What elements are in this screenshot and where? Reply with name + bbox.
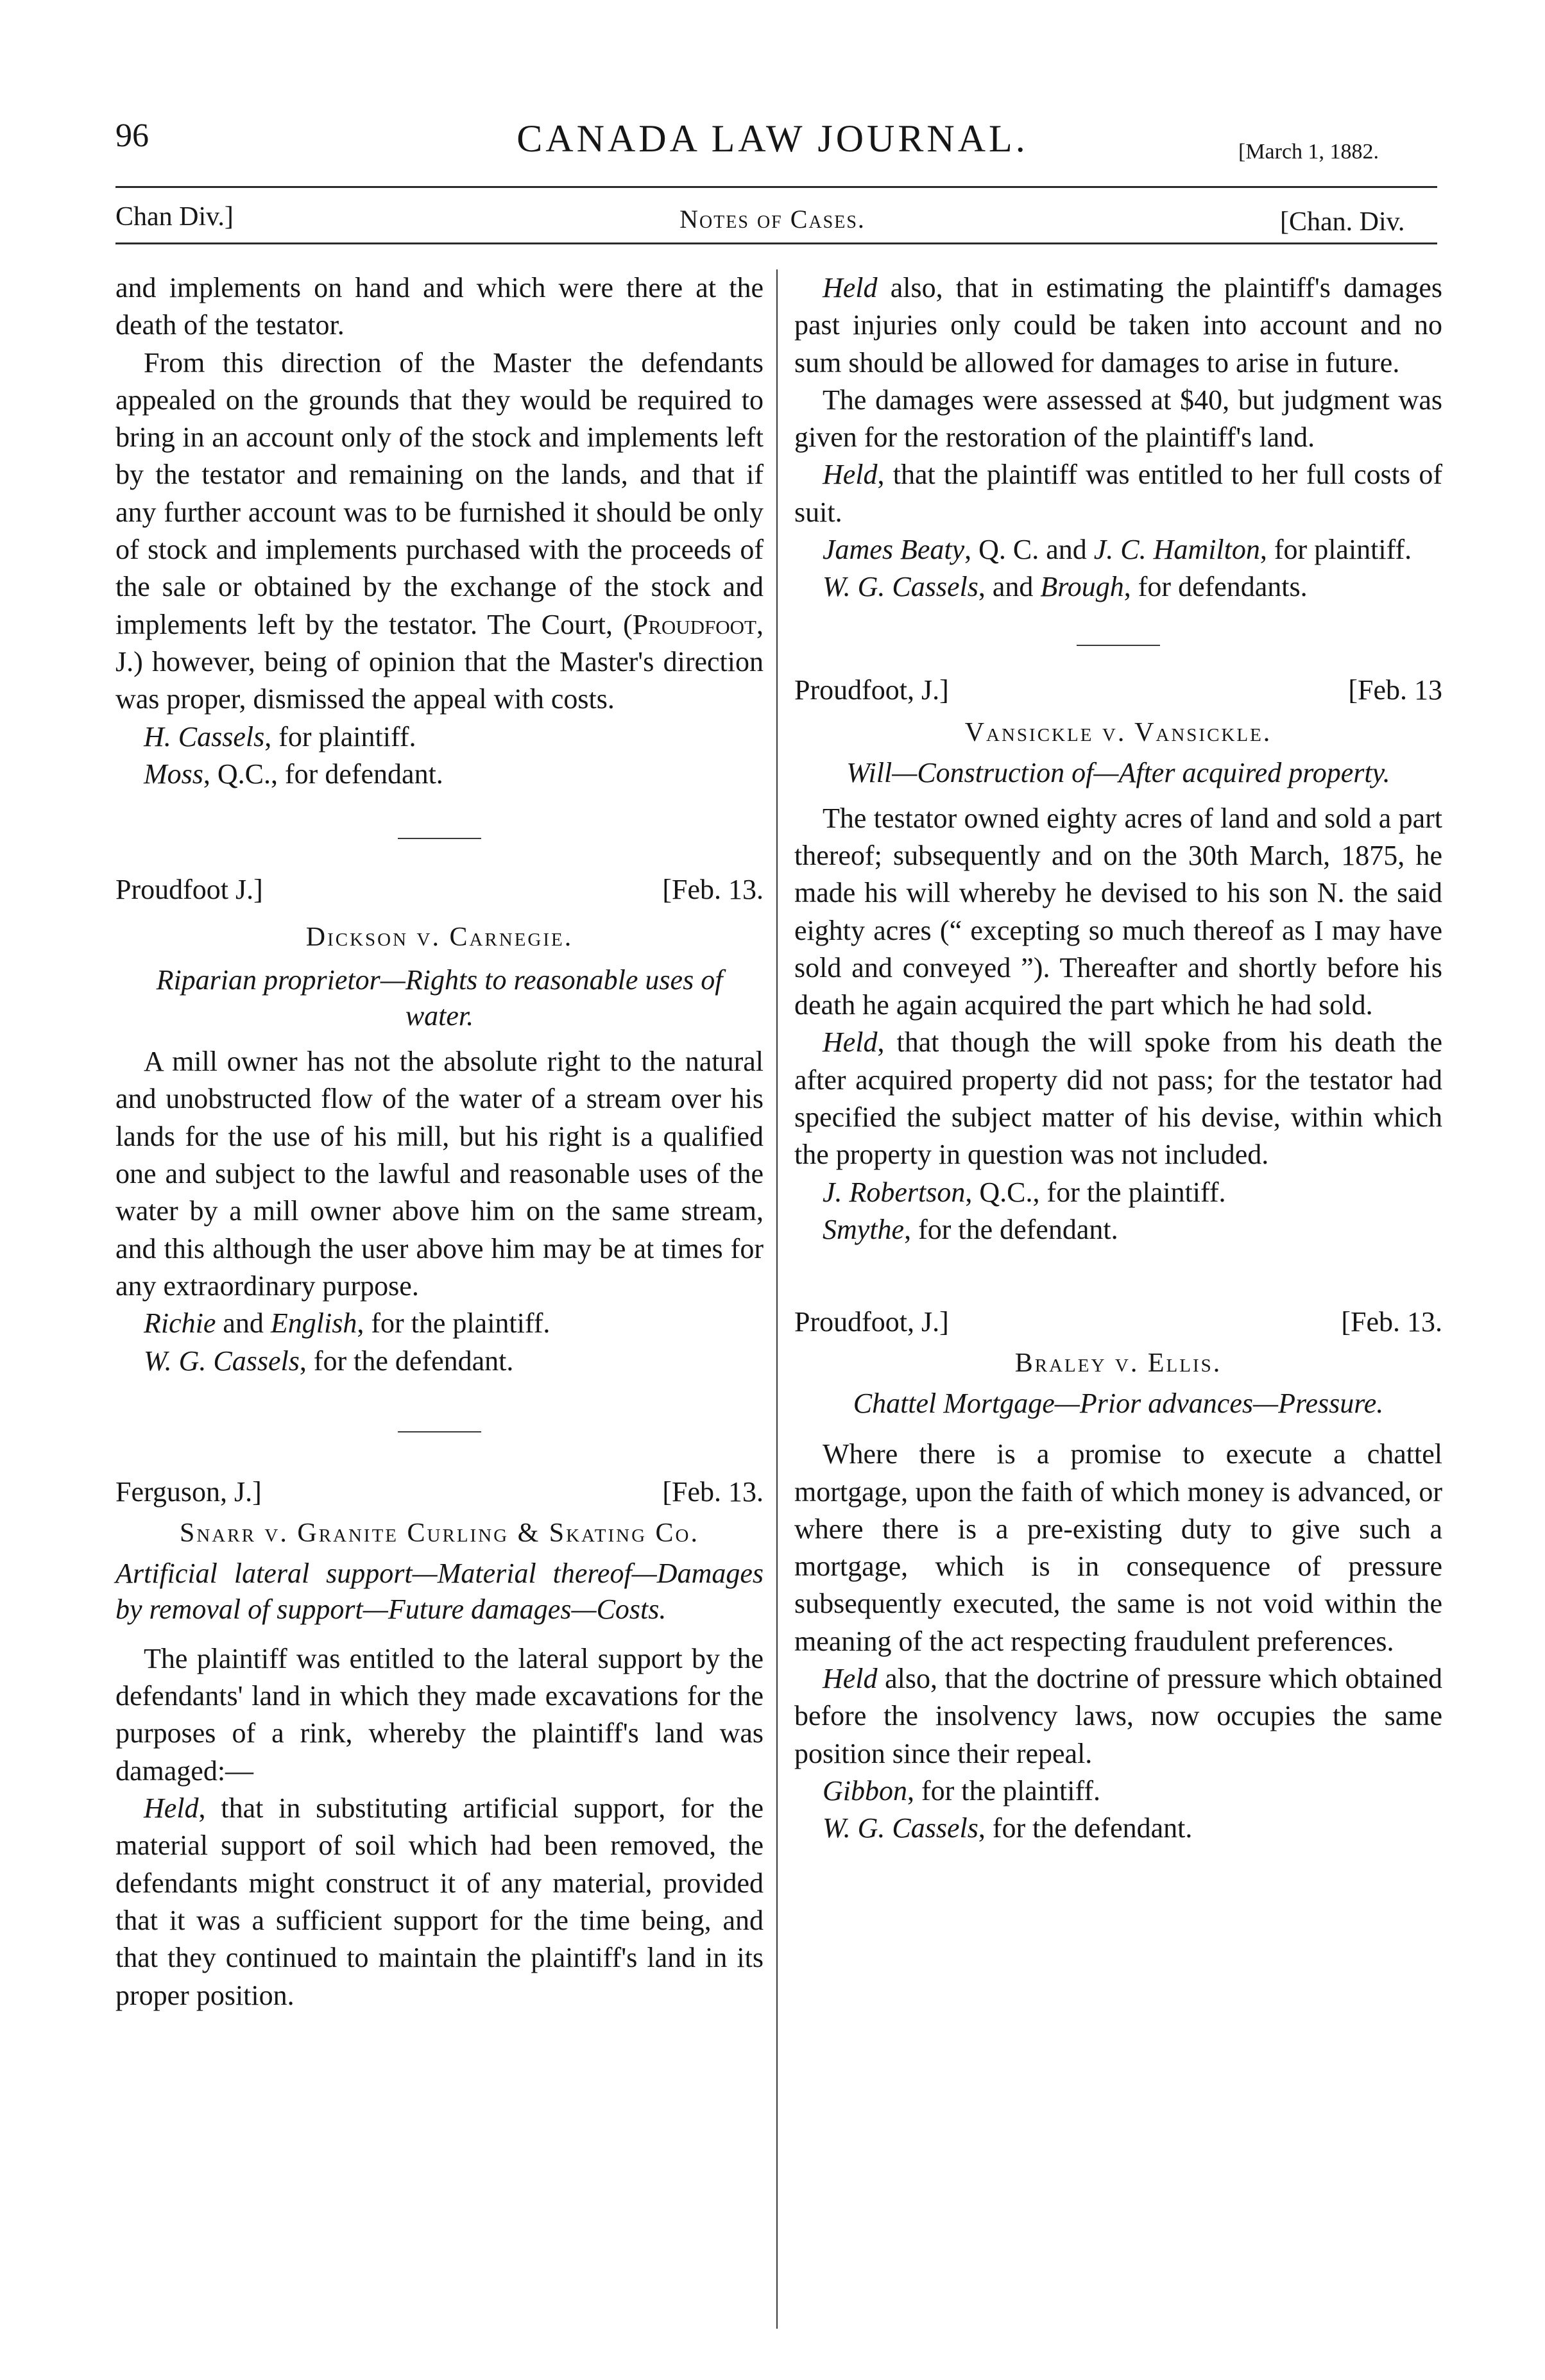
case-date: [Feb. 13.: [662, 874, 764, 906]
case-judge: Proudfoot J.]: [115, 874, 263, 906]
counsel-plaintiff: Richie and English, for the plaintiff.: [144, 1307, 551, 1339]
case-paragraph: From this direction of the Master the defendants appealed on the grounds that they would be required to bring in an account only of the stock and implements left by the testator and remaining on the lands, and that if any further account was to be furnished it should be only of stock and implements purchased with the proceeds of the sale or obtained by the exchange of the stock and implements left by the testator. The Court, (Proudfoot, J.) however, being of opinion that the Master's direction was proper, dismissed the appeal with costs.: [115, 346, 764, 715]
case-date: [Feb. 13: [1348, 674, 1442, 706]
counsel-defendant: W. G. Cassels, for the defendant.: [144, 1345, 514, 1377]
header-rule: [115, 186, 1437, 188]
case-headnote: Riparian proprietor—Rights to reasonable uses of water.: [156, 964, 723, 1032]
case-paragraph: The damages were assessed at $40, but judgment was given for the restoration of the plaintiff's land.: [794, 384, 1442, 454]
case-paragraph: Held also, that in estimating the plaintiff's damages past injuries only could be taken into account and no sum should be allowed for damages to arise in future.: [794, 272, 1442, 378]
case-paragraph: The testator owned eighty acres of land and sold a part thereof; subsequently and on the 30th March, 1875, he made his will whereby he devised to his son N. the said eighty acres (“ excepting so much thereof as I may have sold and conveyed ”). Thereafter and shortly before his death he again acquired the part which he had sold.: [794, 802, 1442, 1021]
case-paragraph: Held also, that the doctrine of pressure which obtained before the insolvency laws, now occupies the same position since their repeal.: [794, 1663, 1442, 1769]
case-paragraph: The plaintiff was entitled to the lateral support by the defendants' land in which they made excavations for the purposes of a rink, whereby the plaintiff's land was damaged:—: [115, 1642, 764, 1787]
counsel-defendant: W. G. Cassels, for the defendant.: [823, 1812, 1193, 1844]
running-head-rule: [115, 242, 1437, 244]
case-headnote: Will—Construction of—After acquired property.: [846, 756, 1390, 788]
case-continuation-paragraph: and implements on hand and which were there at the death of the testator.: [115, 272, 764, 341]
case-title: Snarr v. Granite Curling & Skating Co.: [180, 1518, 699, 1548]
page-number: 96: [115, 117, 149, 154]
case-headnote: Artificial lateral support—Material thereof—Damages by removal of support—Future damages—Costs.: [115, 1557, 764, 1625]
case-judge: Proudfoot, J.]: [794, 1306, 949, 1338]
case-title: Braley v. Ellis.: [1014, 1348, 1222, 1379]
case-paragraph: Held, that in substituting artificial support, for the material support of soil which had been removed, the defendants might construct it of any material, provided that it was a sufficient support for the time being, and that they continued to maintain the plaintiff's land in its proper position.: [115, 1792, 764, 2011]
running-head-left: Chan Div.]: [115, 202, 234, 232]
counsel-plaintiff: H. Cassels, for plaintiff.: [144, 720, 416, 752]
counsel-plaintiff: J. Robertson, Q.C., for the plaintiff.: [823, 1176, 1226, 1208]
counsel-defendant: Moss, Q.C., for defendant.: [144, 758, 443, 790]
running-head-center: Notes of Cases.: [679, 205, 866, 234]
journal-title: CANADA LAW JOURNAL.: [516, 117, 1029, 160]
case-paragraph: Held, that though the will spoke from his death the after acquired property did not pass; for the testator had specified the subject matter of his devise, within which the property in question was not included.: [794, 1026, 1442, 1171]
column-divider: [776, 269, 778, 2329]
counsel-defendant: Smythe, for the defendant.: [823, 1213, 1118, 1245]
right-column: [794, 269, 1442, 1848]
case-judge: Ferguson, J.]: [115, 1475, 262, 1508]
case-paragraph: Held, that the plaintiff was entitled to her full costs of suit.: [794, 459, 1442, 528]
case-headnote: Chattel Mortgage—Prior advances—Pressure.: [853, 1388, 1384, 1420]
case-separator: [398, 1431, 481, 1432]
case-paragraph: Where there is a promise to execute a chattel mortgage, upon the faith of which money is advanced, or where there is a pre-existing duty to give such a mortgage, which is in consequence of pressure subsequently executed, the same is not void within the meaning of the act respecting fraudulent preferences.: [794, 1438, 1442, 1657]
left-column: [115, 269, 764, 2014]
case-paragraph: A mill owner has not the absolute right to the natural and unobstructed flow of the water of a stream over his lands for the use of his mill, but his right is a qualified one and subject to the lawful and reasonable uses of the water by a mill owner above him on the same stream, and this although the user above him may be at times for any extraordinary purpose.: [115, 1046, 764, 1302]
issue-date: [March 1, 1882.: [1238, 140, 1379, 164]
case-court-line: [794, 672, 1442, 709]
counsel-plaintiff: James Beaty, Q. C. and J. C. Hamilton, for plaintiff.: [823, 534, 1412, 566]
counsel-defendant: W. G. Cassels, and Brough, for defendants.: [823, 571, 1308, 603]
running-head-right: [Chan. Div.: [1280, 207, 1405, 237]
case-title: Dickson v. Carnegie.: [305, 922, 574, 953]
case-court-line: [115, 871, 764, 908]
case-date: [Feb. 13.: [1341, 1306, 1442, 1338]
case-title: Vansickle v. Vansickle.: [964, 717, 1272, 747]
case-judge: Proudfoot, J.]: [794, 674, 949, 706]
case-separator: [1077, 645, 1160, 646]
counsel-plaintiff: Gibbon, for the plaintiff.: [823, 1774, 1100, 1806]
case-court-line: [794, 1304, 1442, 1341]
case-separator: [398, 838, 481, 839]
page-header: [0, 0, 1545, 237]
case-date: [Feb. 13.: [662, 1475, 764, 1508]
case-court-line: [115, 1474, 764, 1511]
